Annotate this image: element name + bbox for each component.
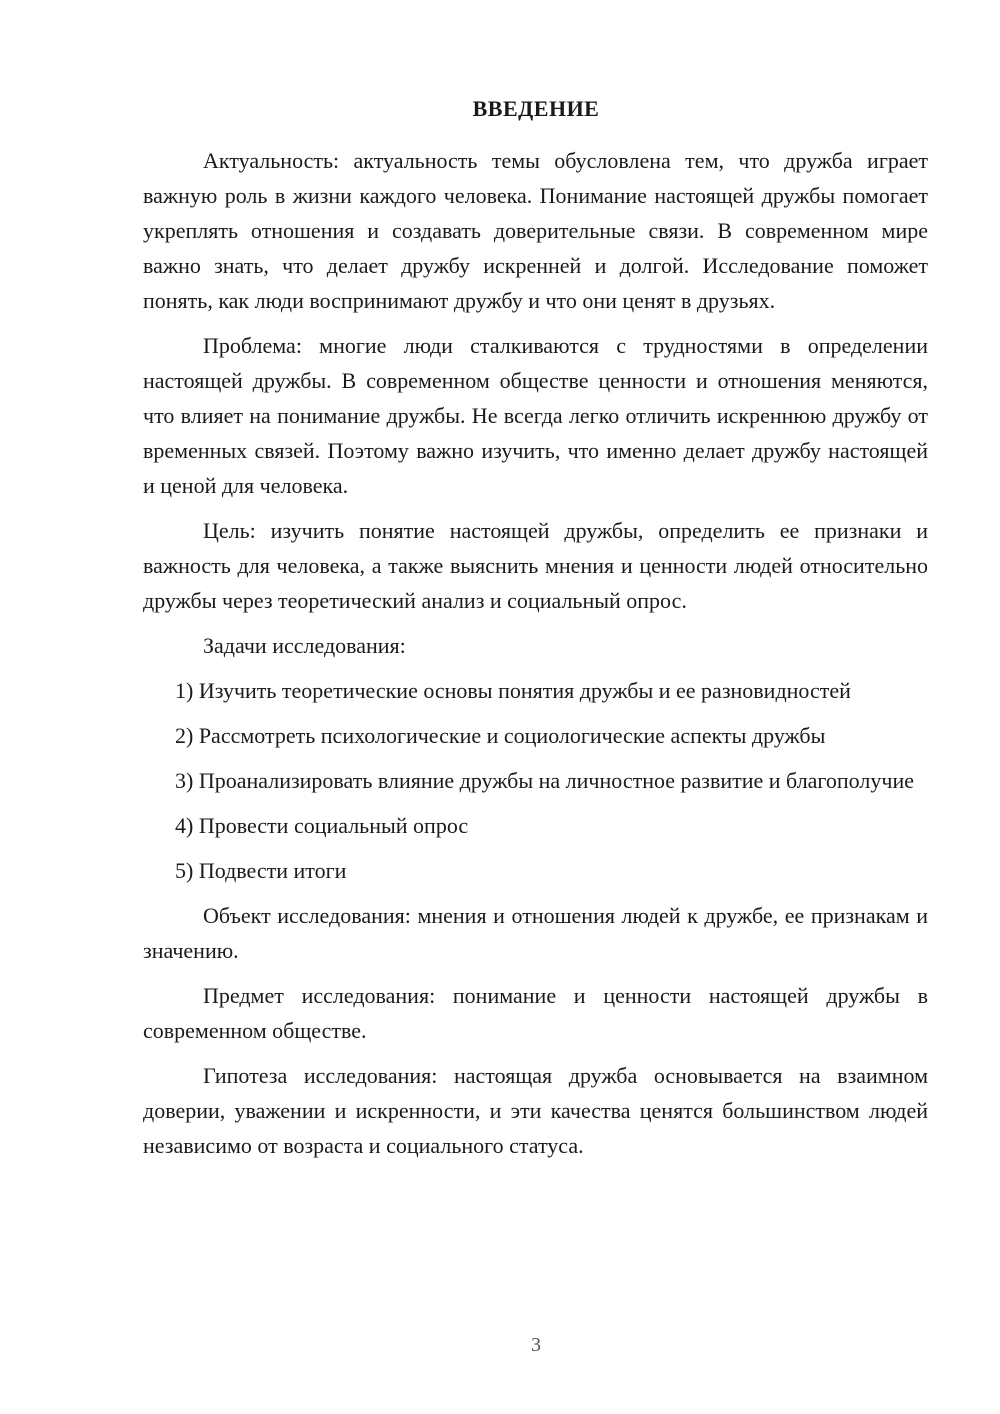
task-item: 2) Рассмотреть психологические и социологические аспекты дружбы [175, 723, 826, 748]
paragraph-object: Объект исследования: мнения и отношения людей к дружбе, ее признакам и значению. [143, 903, 928, 963]
document-body [143, 143, 928, 1163]
paragraph-problem: Проблема: многие люди сталкиваются с трудностями в определении настоящей дружбы. В современном обществе ценности и отношения меняются, что влияет на понимание дружбы. Не всегда легко отличить искреннюю дружбу от временных связей. Поэтому важно изучить, что именно делает дружбу настоящей и ценой для человека. [143, 333, 928, 498]
paragraph-subject: Предмет исследования: понимание и ценности настоящей дружбы в современном обществе. [143, 983, 928, 1043]
task-item: 3) Проанализировать влияние дружбы на личностное развитие и благополучие [175, 768, 914, 793]
task-item: 5) Подвести итоги [175, 858, 347, 883]
task-item: 1) Изучить теоретические основы понятия дружбы и ее разновидностей [175, 678, 851, 703]
page-title: ВВЕДЕНИЕ [472, 96, 600, 121]
page-number: 3 [531, 1334, 541, 1356]
paragraph-tasks-heading: Задачи исследования: [203, 633, 406, 658]
paragraph-relevance: Актуальность: актуальность темы обусловлена тем, что дружба играет важную роль в жизни каждого человека. Понимание настоящей дружбы помогает укреплять отношения и создавать доверительные связи. В современном мире важно знать, что делает дружбу искренней и долгой. Исследование поможет понять, как люди воспринимают дружбу и что они ценят в друзьях. [143, 148, 928, 313]
paragraph-goal: Цель: изучить понятие настоящей дружбы, определить ее признаки и важность для человека, а также выяснить мнения и ценности людей относительно дружбы через теоретический анализ и социальный опрос. [143, 518, 928, 613]
paragraph-hypothesis: Гипотеза исследования: настоящая дружба основывается на взаимном доверии, уважении и искренности, и эти качества ценятся большинством людей независимо от возраста и социального статуса. [143, 1063, 928, 1158]
task-item: 4) Провести социальный опрос [175, 813, 469, 838]
